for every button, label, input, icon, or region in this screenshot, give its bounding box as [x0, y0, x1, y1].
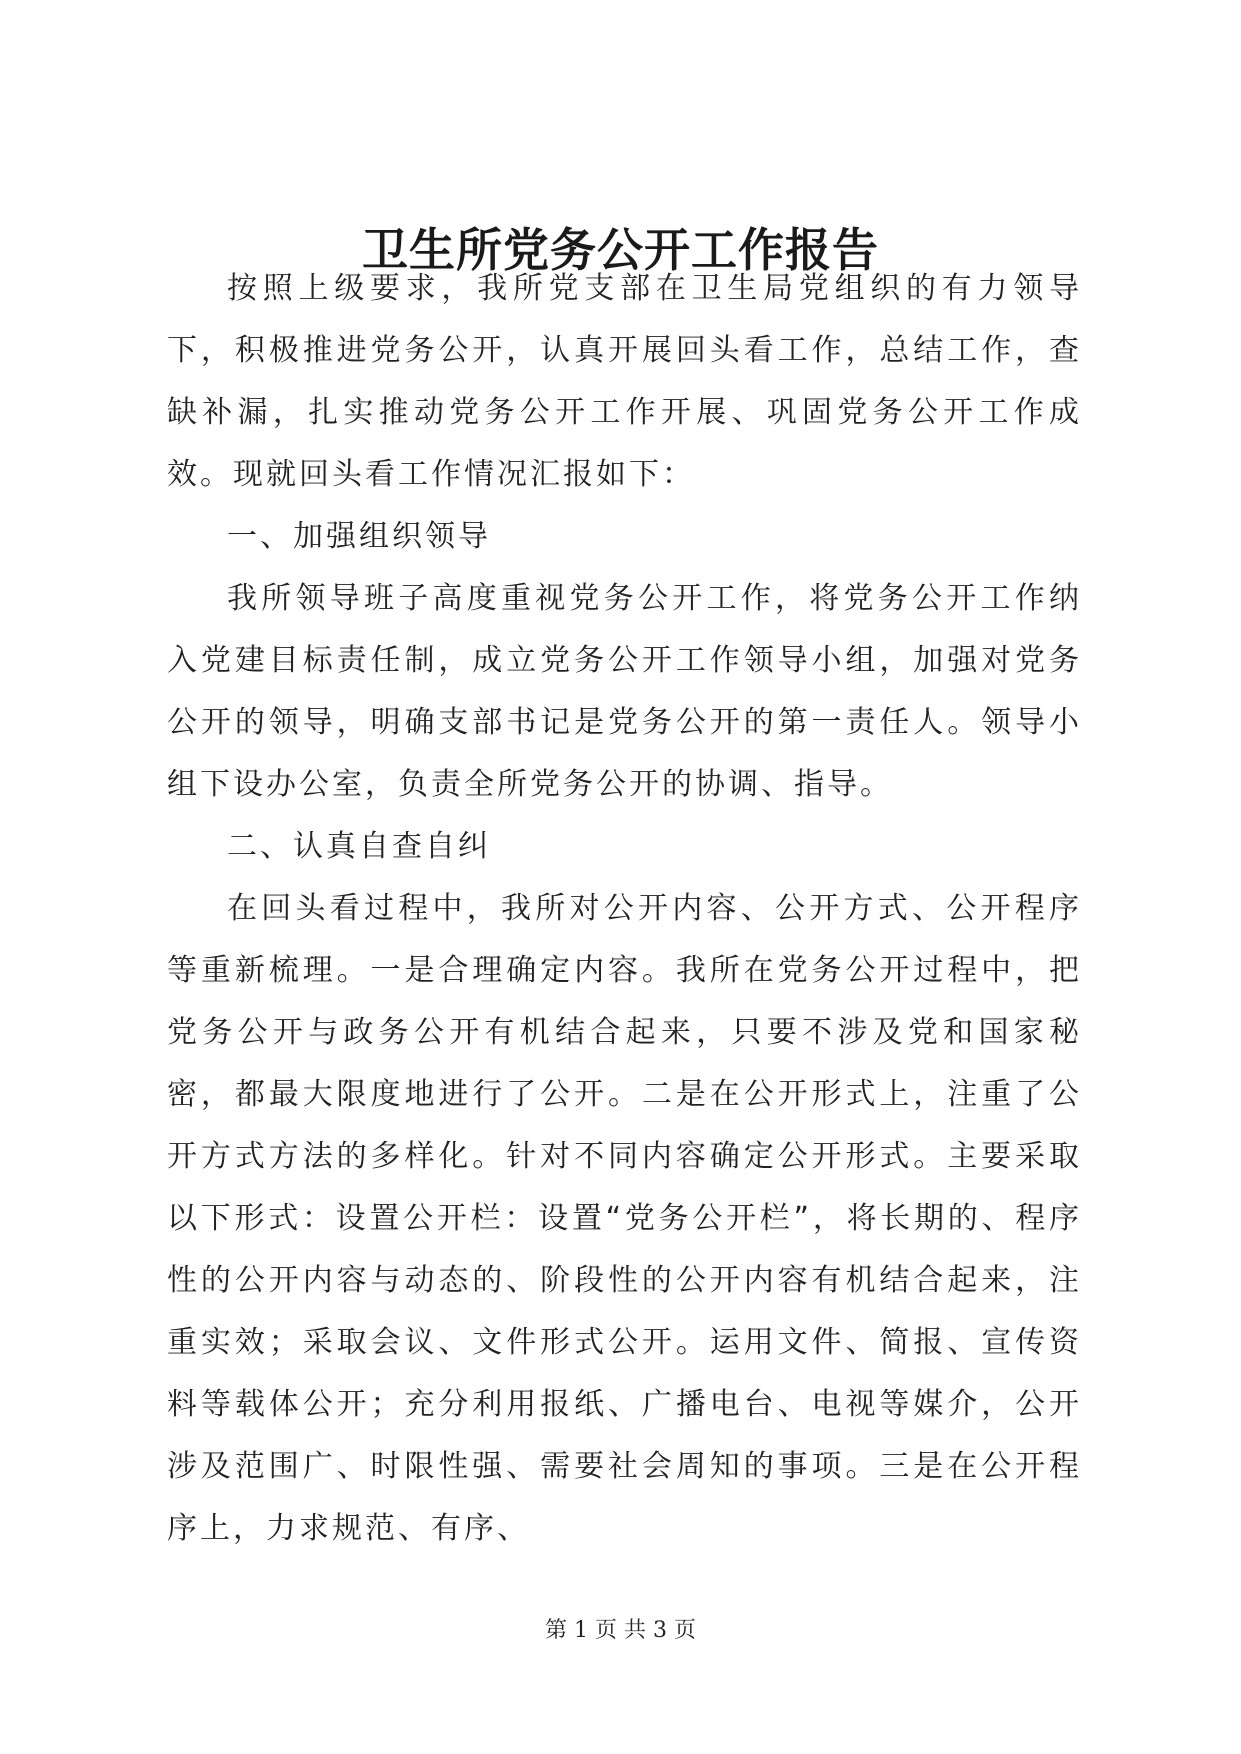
paragraph-section-2: 在回头看过程中，我所对公开内容、公开方式、公开程序等重新梳理。一是合理确定内容。我所在党务公开过程中，把党务公开与政务公开有机结合起来，只要不涉及党和国家秘密，都最大限度地进行了公开。二是在公开形式上，注重了公开方式方法的多样化。针对不同内容确定公开形式。主要采取以下形式：设置公开栏：设置“党务公开栏”，将长期的、程序性的公开内容与动态的、阶段性的公开内容有机结合起来，注重实效；采取会议、文件形式公开。运用文件、简报、宣传资料等载体公开；充分利用报纸、广播电台、电视等媒介，公开涉及范围广、时限性强、需要社会周知的事项。三是在公开程序上，力求规范、有序、 [167, 891, 1082, 1546]
paragraph-section-1: 我所领导班子高度重视党务公开工作，将党务公开工作纳入党建目标责任制，成立党务公开工作领导小组，加强对党务公开的领导，明确支部书记是党务公开的第一责任人。领导小组下设办公室，负责全所党务公开的协调、指导。 [167, 581, 1082, 802]
paragraph-intro: 按照上级要求，我所党支部在卫生局党组织的有力领导下，积极推进党务公开，认真开展回头看工作，总结工作，查缺补漏，扎实推动党务公开工作开展、巩固党务公开工作成效。现就回头看工作情况汇报如下： [167, 271, 1082, 492]
document-body [167, 258, 1082, 1560]
page-footer: 第 1 页 共 3 页 [545, 1618, 696, 1643]
section-heading-1: 一、加强组织领导 [227, 519, 491, 554]
document-title: 卫生所党务公开工作报告 [362, 223, 879, 277]
section-heading-2: 二、认真自查自纠 [227, 829, 491, 864]
